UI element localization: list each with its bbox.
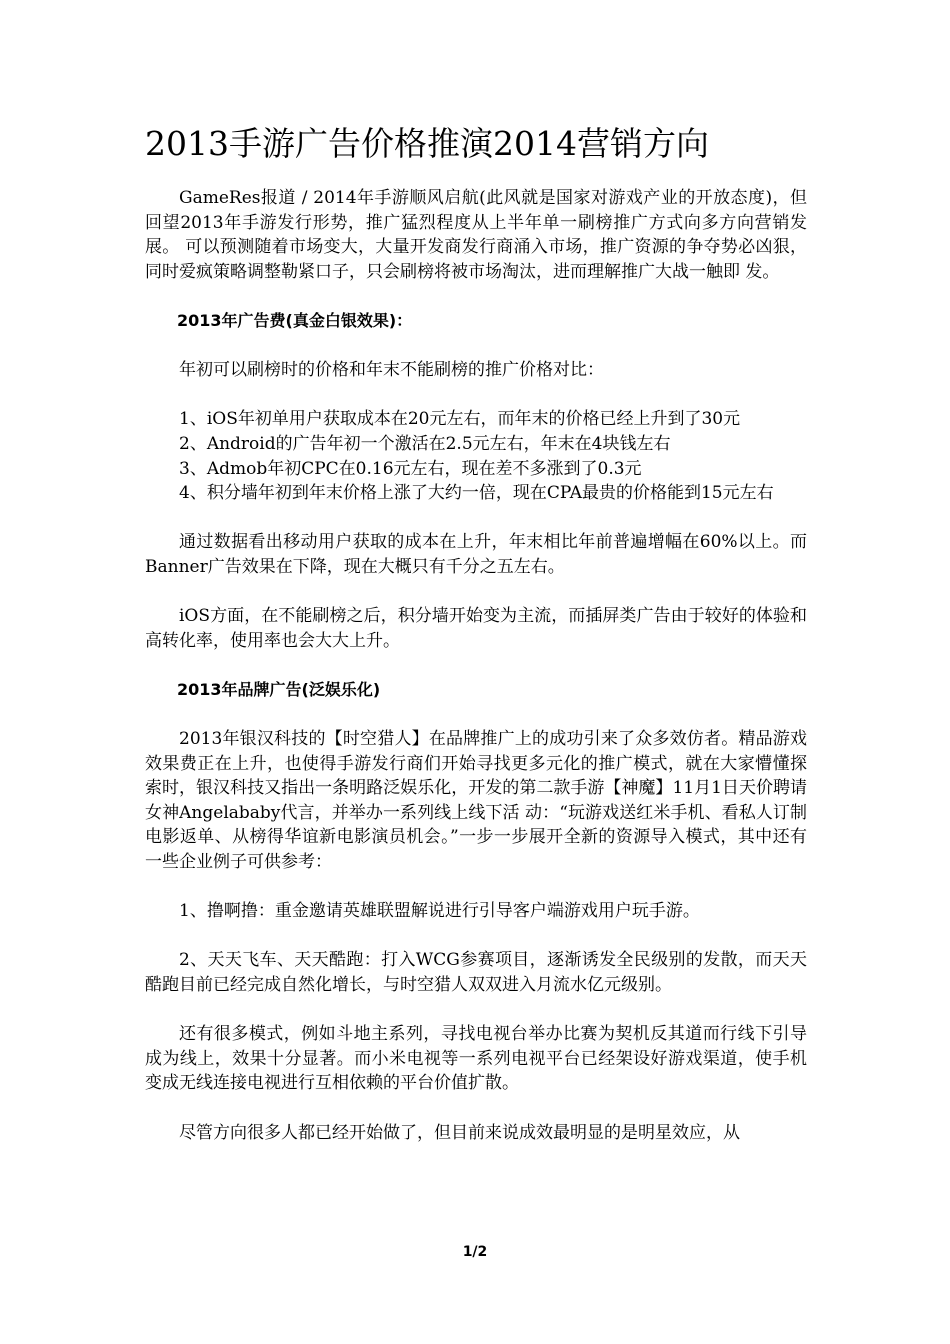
list-item: 3、Admob年初CPC在0.16元左右，现在差不多涨到了0.3元 — [179, 458, 642, 479]
data-summary-paragraph: 通过数据看出移动用户获取的成本在上升，年末相比年前普遍增幅在60%以上。而Banner广告效果在下降，现在大概只有千分之五左右。 — [145, 532, 807, 577]
intro-paragraph: GameRes报道 / 2014年手游顺风启航(此风就是国家对游戏产业的开放态度)，但回望2013年手游发行形势，推广猛烈程度从上半年单一刷榜推广方式向多方向营销发展。 可以预测随着市场变大，大量开发商发行商涌入市场，推广资源的争夺势必凶狠，同时爱疯策略调整勒紧口子，只会刷榜将被市场淘汰，进而理解推广大战一触即 发。 — [145, 188, 807, 282]
page-number: 1/2 — [462, 1244, 488, 1260]
section-heading-brand: 2013年品牌广告(泛娱乐化) — [177, 679, 381, 699]
document-title: 2013手游广告价格推演2014营销方向 — [145, 124, 709, 163]
compare-intro-paragraph: 年初可以刷榜时的价格和年末不能刷榜的推广价格对比： — [179, 360, 604, 381]
example-1-paragraph: 1、撸啊撸：重金邀请英雄联盟解说进行引导客户端游戏用户玩手游。 — [179, 901, 700, 922]
example-2-paragraph: 2、天天飞车、天天酷跑：打入WCG参赛项目，逐渐诱发全民级别的发散，而天天酷跑目前已经完成自然化增长，与时空猎人双双进入月流水亿元级别。 — [145, 950, 807, 995]
ios-paragraph: iOS方面，在不能刷榜之后，积分墙开始变为主流，而插屏类广告由于较好的体验和高转化率，使用率也会大大上升。 — [145, 606, 807, 651]
document-body — [145, 186, 807, 1145]
star-effect-paragraph: 尽管方向很多人都已经开始做了，但目前来说成效最明显的是明星效应，从 — [179, 1122, 740, 1143]
brand-paragraph: 2013年银汉科技的【时空猎人】在品牌推广上的成功引来了众多效仿者。精品游戏效果费正在上升，也使得手游发行商们开始寻找更多元化的推广模式，就在大家懵懂探索时，银汉科技又指出一条明路泛娱乐化，开发的第二款手游【神魔】11月1日天价聘请女神Angelababy代言，并举办一系列线上线下活 动：“玩游戏送红米手机、看私人订制电影返单、从榜得华谊新电影演员机会。”一步一步展开全新的资源导入模式，其中还有一些企业例子可供参考： — [145, 729, 807, 873]
section-heading-ad-fee: 2013年广告费(真金白银效果)： — [177, 310, 413, 330]
list-item: 1、iOS年初单用户获取成本在20元左右，而年末的价格已经上升到了30元 — [179, 409, 741, 430]
list-item: 4、积分墙年初到年末价格上涨了大约一倍，现在CPA最贵的价格能到15元左右 — [179, 483, 774, 504]
price-list — [145, 407, 807, 505]
list-item: 2、Android的广告年初一个激活在2.5元左右，年末在4块钱左右 — [179, 433, 671, 454]
more-modes-paragraph: 还有很多模式，例如斗地主系列，寻找电视台举办比赛为契机反其道而行线下引导成为线上，效果十分显著。而小米电视等一系列电视平台已经架设好游戏渠道，使手机变成无线连接电视进行互相依赖的平台价值扩散。 — [145, 1024, 807, 1094]
